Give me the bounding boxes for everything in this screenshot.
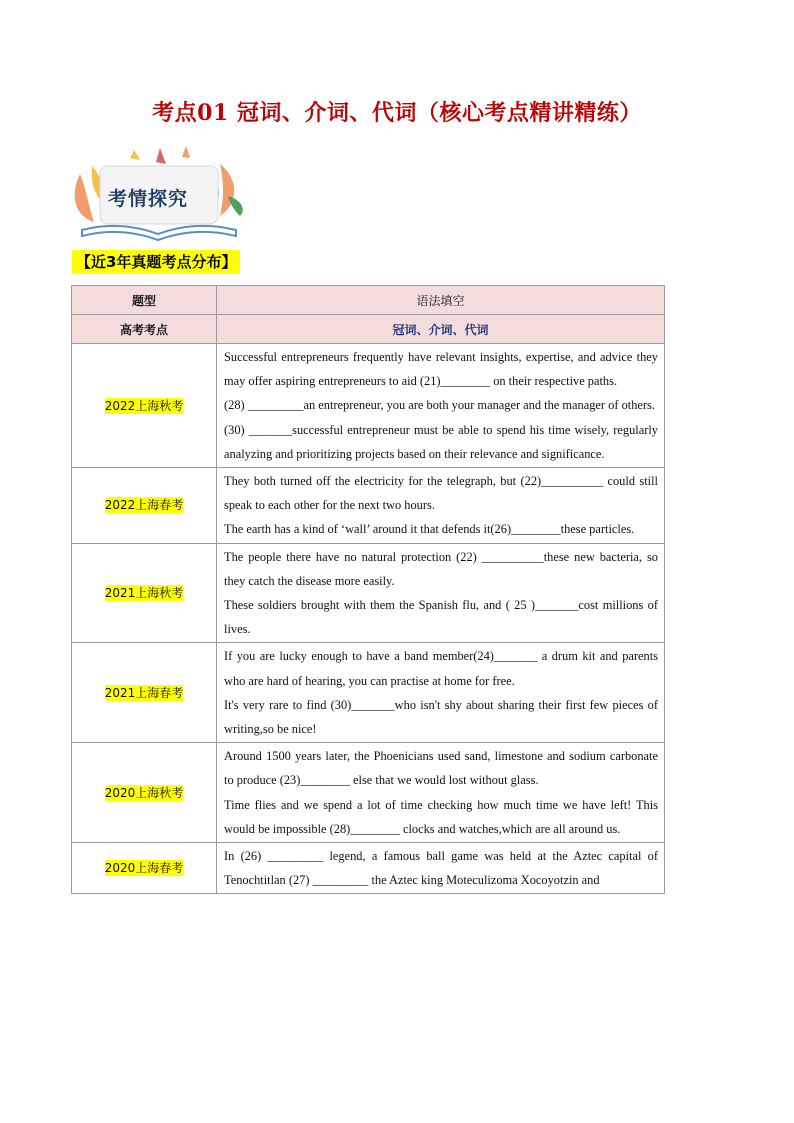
question-cell (217, 468, 665, 544)
section-heading: 【近3年真题考点分布】 (72, 250, 240, 274)
table-row (72, 543, 665, 643)
question-line: Time flies and we spend a lot of time checking how much time we have left! This would be impossible (28)________ clocks and watches,which are all around us. (224, 797, 658, 836)
table-row (72, 468, 665, 544)
question-line: (28) _________an entrepreneur, you are both your manager and the manager of others. (224, 398, 655, 413)
exam-label: 2020上海秋考 (104, 785, 184, 800)
question-cell (217, 543, 665, 643)
question-line: If you are lucky enough to have a band member(24)_______ a drum kit and parents who are hard of hearing, you can practise at home for free. (224, 649, 658, 688)
question-cell (217, 643, 665, 743)
exam-analysis-badge (70, 144, 245, 244)
header-cell-point-value: 冠词、介词、代词 (217, 315, 665, 344)
exam-label: 2021上海秋考 (104, 586, 184, 601)
question-line: The earth has a kind of ‘wall’ around it that defends it(26)________these particles. (224, 522, 635, 537)
exam-cell (72, 543, 217, 643)
question-line: Successful entrepreneurs frequently have relevant insights, expertise, and advice they may offer aspiring entrepreneurs to aid (21)________ on their respective paths. (224, 350, 658, 389)
question-line: In (26) _________ legend, a famous ball game was held at the Aztec capital of Tenochtitlan (27) _________ the Aztec king Moteculizoma Xocoyotzin and (224, 849, 658, 888)
table-header-row (72, 286, 665, 315)
exam-cell (72, 344, 217, 468)
exam-topic-table (71, 285, 665, 894)
page-title: 考点01 冠词、介词、代词（核心考点精讲精练） (152, 100, 642, 126)
question-cell (217, 344, 665, 468)
question-line: The people there have no natural protection (22) __________these new bacteria, so they catch the disease more easily. (224, 549, 658, 588)
question-line: It's very rare to find (30)_______who isn't shy about sharing their first few pieces of writing,so be nice! (224, 697, 658, 737)
exam-label: 2021上海春考 (104, 685, 184, 700)
question-line: (30) _______successful entrepreneur must be able to spend his time wisely, regularly analyzing and prioritizing projects based on their relevance and significance. (224, 422, 658, 461)
exam-cell (72, 468, 217, 544)
question-line: Around 1500 years later, the Phoenicians used sand, limestone and sodium carbonate to produce (23)________ else that we would lost without glass. (224, 749, 658, 788)
exam-label: 2022上海秋考 (104, 398, 184, 413)
exam-cell (72, 643, 217, 743)
table-row (72, 344, 665, 468)
table-row (72, 643, 665, 743)
header-cell-type-value: 语法填空 (217, 286, 665, 315)
exam-label: 2022上海春考 (104, 498, 184, 513)
badge-label: 考情探究 (108, 188, 189, 210)
question-line: They both turned off the electricity for the telegraph, but (22)__________ could still speak to each other for the next two hours. (224, 474, 658, 513)
question-cell (217, 743, 665, 843)
exam-label: 2020上海春考 (104, 861, 184, 876)
table-subheader-row (72, 315, 665, 344)
table-row (72, 743, 665, 843)
question-cell (217, 843, 665, 894)
question-line: These soldiers brought with them the Spanish flu, and ( 25 )_______cost millions of lives. (224, 598, 658, 637)
table-row (72, 843, 665, 894)
exam-cell (72, 843, 217, 894)
header-cell-type: 题型 (72, 286, 217, 315)
exam-cell (72, 743, 217, 843)
header-cell-point: 高考考点 (72, 315, 217, 344)
